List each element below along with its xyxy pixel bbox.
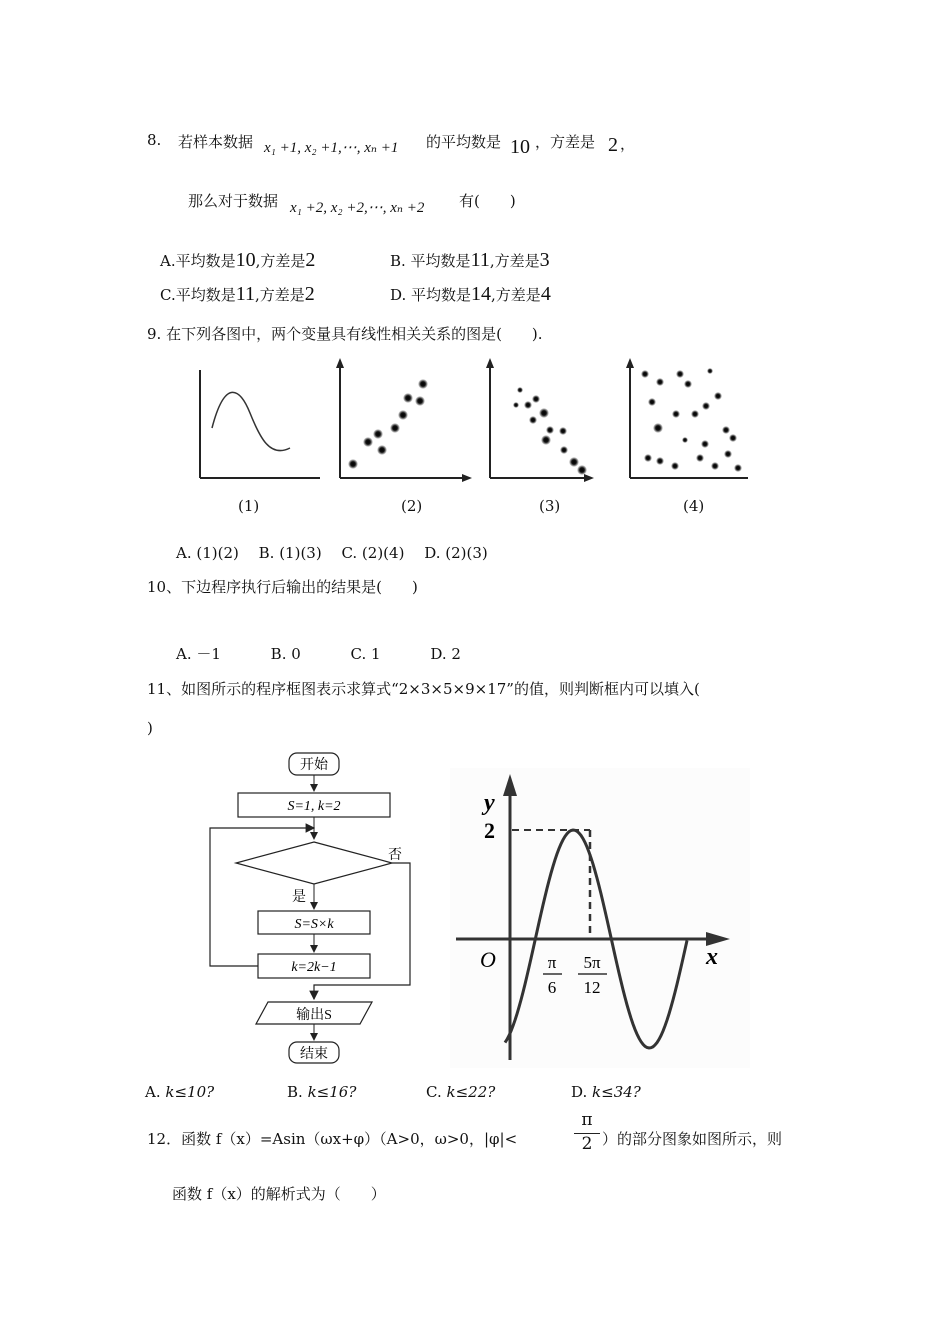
- graph-x-label: x: [706, 944, 718, 970]
- flow-no-label: 否: [388, 848, 402, 863]
- flow-step2-text: k=2k−1: [291, 960, 337, 975]
- q12-frac-den: 2: [581, 1134, 593, 1154]
- flow-end-text: 结束: [300, 1047, 328, 1062]
- q9-figures: [190, 358, 750, 498]
- q8-var-label: ，方差是: [535, 133, 596, 151]
- q8-line2-lead: 那么对于数据: [188, 192, 279, 210]
- q8-mean-label: 的平均数是: [426, 133, 502, 151]
- q9-caption-1: (1): [238, 497, 260, 515]
- flow-output-text: 输出S: [296, 1008, 332, 1023]
- graph-xtick2-num: 5π: [583, 953, 601, 972]
- q9-caption-3: (3): [539, 497, 561, 515]
- q8-lead: 若样本数据: [178, 133, 254, 151]
- q8-expr1: x₁ +1, x₂ +1,⋯, xₙ +1: [264, 140, 399, 156]
- q9-stem: 9. 在下列各图中，两个变量具有线性相关关系的图是( ).: [147, 325, 543, 343]
- q8-comma: ，: [620, 135, 636, 153]
- flow-start-text: 开始: [300, 758, 328, 773]
- flow-decision: [236, 842, 392, 884]
- graph-origin: O: [480, 947, 496, 972]
- q11-option-b: B. k≤16?: [287, 1083, 357, 1101]
- q11-option-c: C. k≤22?: [426, 1083, 496, 1101]
- flow-init-text: S=1, k=2: [287, 799, 341, 814]
- flow-yes-label: 是: [292, 890, 306, 905]
- q8-number: 8.: [147, 131, 162, 149]
- graph-y-tick-2: 2: [484, 818, 495, 843]
- q11-flowchart: [200, 748, 430, 1068]
- q11-option-d: D. k≤34?: [571, 1083, 641, 1101]
- q12-line2: 函数 f（x）的解析式为（ ）: [172, 1185, 386, 1203]
- q8-var-value: 2: [608, 134, 618, 156]
- q9-caption-2: (2): [401, 497, 423, 515]
- q8-option-c: C.平均数是11,方差是2: [160, 283, 315, 305]
- q11-options: A. k≤10?: [145, 1083, 215, 1101]
- q12-stem: 12．函数 f（x）=Asin（ωx+φ）（A>0，ω>0，|φ|<: [147, 1130, 518, 1148]
- figure-2-scatter-positive: [336, 358, 472, 482]
- q10-stem: 10、下边程序执行后输出的结果是( ): [147, 578, 418, 596]
- flow-step1-text: S=S×k: [294, 917, 334, 932]
- q10-options: A. －1 B. 0 C. 1 D. 2: [176, 645, 461, 663]
- graph-y-label: y: [484, 790, 495, 816]
- graph-xtick1-num: π: [547, 953, 557, 972]
- q8-mean-value: 10: [510, 136, 530, 158]
- q9-options: A. (1)(2) B. (1)(3) C. (2)(4) D. (2)(3): [176, 544, 488, 562]
- figure-4-scatter-random: [626, 358, 748, 478]
- q12-graph: [450, 768, 750, 1068]
- figure-1-curve: [200, 370, 320, 478]
- q11-stem: 11、如图所示的程序框图表示求算式“2×3×5×9×17”的值，则判断框内可以填入(: [147, 680, 700, 698]
- q11-stem-tail: ): [147, 719, 153, 737]
- q8-option-d: D. 平均数是14,方差是4: [390, 283, 551, 305]
- graph-xtick1-den: 6: [547, 978, 557, 997]
- q8-expr2: x₁ +2, x₂ +2,⋯, xₙ +2: [290, 200, 425, 216]
- figure-3-scatter-negative: [486, 358, 594, 482]
- q8-option-b: B. 平均数是11,方差是3: [390, 249, 550, 271]
- q8-option-a: A.平均数是10,方差是2: [160, 249, 316, 271]
- q12-stem-tail: ）的部分图象如图所示，则: [602, 1130, 783, 1148]
- q9-caption-4: (4): [683, 497, 705, 515]
- q8-line2-tail: 有( ): [459, 192, 516, 210]
- q12-frac-num: π: [581, 1110, 593, 1130]
- graph-xtick2-den: 12: [583, 978, 601, 997]
